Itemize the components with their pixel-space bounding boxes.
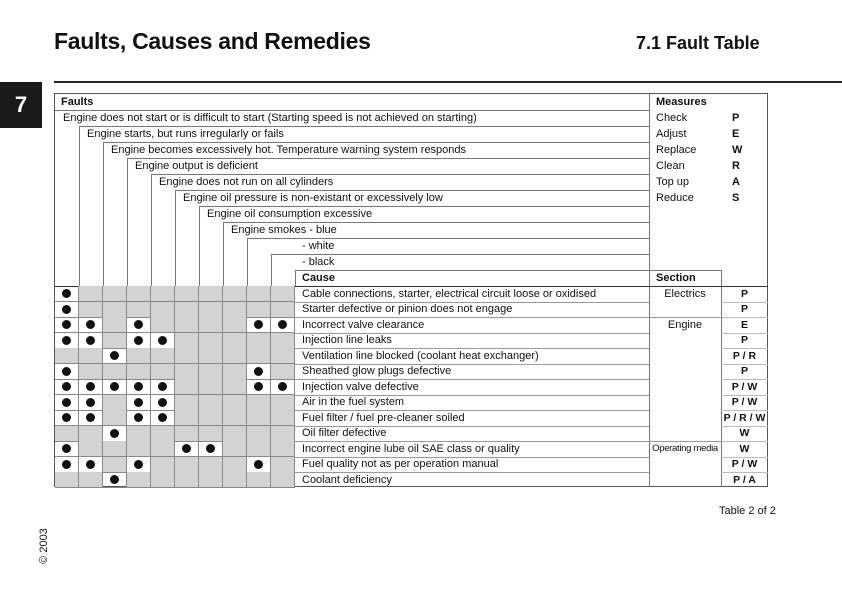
- empty-cell: [223, 426, 247, 442]
- dot-icon: [62, 320, 71, 329]
- dot-icon: [134, 398, 143, 407]
- fault-mark-cell: [79, 395, 103, 411]
- empty-cell: [247, 441, 271, 457]
- cause-text: Incorrect valve clearance: [302, 318, 425, 331]
- empty-cell: [199, 317, 223, 333]
- fault-label: Engine does not run on all cylinders: [159, 176, 334, 188]
- dot-icon: [254, 367, 263, 376]
- fault-mark-cell: [55, 379, 79, 395]
- dot-icon: [278, 320, 287, 329]
- empty-cell: [103, 364, 127, 380]
- empty-cell: [127, 364, 151, 380]
- empty-cell: [79, 302, 103, 318]
- measure-codes: W: [739, 442, 750, 455]
- dot-icon: [110, 382, 119, 391]
- fault-column-line: [247, 238, 248, 286]
- fault-mark-cell: [55, 333, 79, 349]
- empty-cell: [271, 286, 295, 302]
- cause-text: Oil filter defective: [302, 427, 387, 439]
- empty-cell: [151, 364, 175, 380]
- fault-label: Engine oil consumption excessive: [207, 208, 373, 220]
- empty-cell: [103, 302, 127, 318]
- measure-codes: P: [740, 334, 748, 346]
- dot-icon: [254, 382, 263, 391]
- cause-text: Injection valve defective: [302, 380, 419, 393]
- empty-cell: [127, 348, 151, 364]
- empty-cell: [103, 333, 127, 349]
- empty-cell: [199, 379, 223, 395]
- fault-mark-cell: [271, 379, 295, 395]
- dot-icon: [86, 398, 95, 407]
- empty-cell: [79, 426, 103, 442]
- table-note: Table 2 of 2: [719, 505, 776, 517]
- empty-cell: [175, 364, 199, 380]
- measure-label: Top up: [656, 176, 690, 188]
- fault-label: Engine becomes excessively hot. Temperature warning system responds: [111, 144, 467, 156]
- empty-cell: [223, 286, 247, 302]
- fault-mark-cell: [55, 302, 79, 318]
- header-rule: [54, 81, 842, 83]
- empty-cell: [127, 286, 151, 302]
- empty-cell: [79, 441, 103, 457]
- empty-cell: [151, 348, 175, 364]
- empty-cell: [127, 302, 151, 318]
- fault-table: [54, 93, 768, 487]
- empty-cell: [175, 333, 199, 349]
- dot-icon: [182, 444, 191, 453]
- fault-mark-cell: [127, 410, 151, 426]
- fault-column-line: [151, 174, 152, 286]
- empty-cell: [175, 286, 199, 302]
- empty-cell: [271, 426, 295, 442]
- cause-text: Fuel quality not as per operation manual: [302, 458, 499, 470]
- empty-cell: [247, 426, 271, 442]
- empty-cell: [271, 410, 295, 426]
- fault-mark-cell: [55, 395, 79, 411]
- fault-mark-cell: [79, 410, 103, 426]
- dot-icon: [62, 382, 71, 391]
- empty-cell: [103, 395, 127, 411]
- fault-mark-cell: [103, 348, 127, 364]
- empty-cell: [199, 457, 223, 473]
- empty-cell: [55, 426, 79, 442]
- fault-column-line: [103, 142, 104, 286]
- fault-mark-cell: [79, 317, 103, 333]
- empty-cell: [271, 333, 295, 349]
- empty-cell: [175, 426, 199, 442]
- empty-cell: [175, 472, 199, 488]
- fault-column-line: [79, 126, 80, 286]
- measure-codes: P / R: [732, 349, 757, 362]
- fault-mark-cell: [127, 379, 151, 395]
- fault-mark-cell: [199, 441, 223, 457]
- section-label: Electrics: [664, 287, 706, 300]
- dot-icon: [110, 475, 119, 484]
- fault-mark-cell: [79, 379, 103, 395]
- empty-cell: [223, 302, 247, 318]
- empty-cell: [151, 286, 175, 302]
- dot-icon: [134, 320, 143, 329]
- fault-mark-cell: [271, 317, 295, 333]
- fault-mark-cell: [151, 333, 175, 349]
- fault-label: Engine output is deficient: [135, 160, 258, 172]
- empty-cell: [199, 333, 223, 349]
- fault-mark-cell: [127, 317, 151, 333]
- measure-code: S: [732, 192, 740, 204]
- page-title: Faults, Causes and Remedies: [54, 28, 371, 54]
- dot-icon: [62, 460, 71, 469]
- fault-mark-cell: [127, 395, 151, 411]
- empty-cell: [55, 472, 79, 488]
- fault-column-line: [175, 190, 176, 286]
- empty-cell: [175, 410, 199, 426]
- fault-mark-cell: [79, 333, 103, 349]
- fault-label: Engine does not start or is difficult to start (Starting speed is not achieved on starting): [63, 112, 477, 124]
- empty-cell: [199, 410, 223, 426]
- dot-icon: [206, 444, 215, 453]
- dot-icon: [86, 382, 95, 391]
- measure-codes: P / W: [731, 396, 758, 408]
- empty-cell: [247, 302, 271, 318]
- fault-mark-cell: [151, 410, 175, 426]
- cause-text: Injection line leaks: [302, 334, 392, 346]
- measure-code: E: [732, 128, 740, 140]
- empty-cell: [223, 379, 247, 395]
- section-label: Engine: [667, 318, 703, 331]
- fault-mark-cell: [55, 286, 79, 302]
- measure-codes: W: [739, 427, 750, 439]
- dot-icon: [86, 413, 95, 422]
- empty-cell: [175, 348, 199, 364]
- dot-icon: [62, 336, 71, 345]
- fault-label: Engine starts, but runs irregularly or fails: [87, 128, 284, 140]
- empty-cell: [199, 348, 223, 364]
- empty-cell: [55, 348, 79, 364]
- measure-codes: P / W: [731, 458, 758, 470]
- fault-label: - black: [302, 256, 335, 268]
- empty-cell: [175, 395, 199, 411]
- cause-text: Air in the fuel system: [302, 396, 405, 408]
- fault-column-line: [199, 206, 200, 286]
- empty-cell: [271, 302, 295, 318]
- dot-icon: [158, 336, 167, 345]
- cause-text: Incorrect engine lube oil SAE class or quality: [302, 442, 520, 455]
- dot-icon: [158, 398, 167, 407]
- measure-codes: P: [740, 303, 748, 315]
- cause-heading: Cause: [302, 272, 336, 284]
- dot-icon: [254, 460, 263, 469]
- copyright: © 2003: [38, 528, 50, 564]
- empty-cell: [247, 395, 271, 411]
- dot-icon: [158, 382, 167, 391]
- empty-cell: [175, 457, 199, 473]
- fault-label: Engine oil pressure is non-existant or excessively low: [183, 192, 443, 204]
- faults-heading: Faults: [61, 96, 94, 108]
- dot-icon: [62, 444, 71, 453]
- empty-cell: [223, 348, 247, 364]
- empty-cell: [271, 441, 295, 457]
- fault-mark-cell: [247, 457, 271, 473]
- cause-text: Coolant deficiency: [302, 473, 392, 486]
- measure-label: Reduce: [656, 192, 694, 204]
- empty-cell: [223, 472, 247, 488]
- dot-icon: [158, 413, 167, 422]
- fault-mark-cell: [247, 317, 271, 333]
- empty-cell: [127, 441, 151, 457]
- empty-cell: [223, 317, 247, 333]
- empty-cell: [247, 333, 271, 349]
- fault-mark-cell: [151, 395, 175, 411]
- measure-codes: E: [740, 318, 748, 331]
- empty-cell: [223, 395, 247, 411]
- cause-text: Starter defective or pinion does not engage: [302, 303, 513, 315]
- dot-icon: [86, 336, 95, 345]
- fault-mark-cell: [151, 379, 175, 395]
- empty-cell: [175, 302, 199, 318]
- dot-icon: [62, 305, 71, 314]
- fault-label: Engine smokes - blue: [231, 224, 337, 236]
- empty-cell: [127, 426, 151, 442]
- fault-mark-cell: [55, 317, 79, 333]
- dot-icon: [62, 413, 71, 422]
- measure-codes: P / A: [733, 473, 756, 486]
- dot-icon: [62, 398, 71, 407]
- empty-cell: [247, 410, 271, 426]
- divider: [295, 270, 296, 286]
- fault-column-line: [127, 158, 128, 286]
- measure-label: Check: [656, 112, 688, 124]
- dot-icon: [278, 382, 287, 391]
- empty-cell: [199, 286, 223, 302]
- measure-label: Clean: [656, 160, 685, 172]
- empty-cell: [199, 364, 223, 380]
- section-heading: Section: [656, 272, 696, 284]
- empty-cell: [127, 472, 151, 488]
- dot-icon: [110, 351, 119, 360]
- empty-cell: [175, 379, 199, 395]
- dot-icon: [134, 413, 143, 422]
- fault-mark-cell: [127, 457, 151, 473]
- chapter-tab: 7: [0, 82, 42, 128]
- empty-cell: [247, 472, 271, 488]
- fault-mark-cell: [55, 364, 79, 380]
- empty-cell: [247, 348, 271, 364]
- empty-cell: [151, 302, 175, 318]
- fault-mark-cell: [247, 364, 271, 380]
- measure-label: Adjust: [656, 128, 687, 140]
- empty-cell: [271, 348, 295, 364]
- dot-icon: [86, 320, 95, 329]
- empty-cell: [271, 472, 295, 488]
- empty-cell: [199, 395, 223, 411]
- empty-cell: [79, 472, 103, 488]
- empty-cell: [103, 457, 127, 473]
- dot-icon: [62, 289, 71, 298]
- fault-mark-cell: [55, 441, 79, 457]
- empty-cell: [271, 457, 295, 473]
- measure-label: Replace: [656, 144, 697, 156]
- empty-cell: [175, 317, 199, 333]
- empty-cell: [223, 457, 247, 473]
- measure-codes: P: [740, 287, 748, 300]
- empty-cell: [151, 317, 175, 333]
- empty-cell: [271, 395, 295, 411]
- dot-icon: [62, 367, 71, 376]
- section-label: Operating media: [652, 442, 718, 454]
- empty-cell: [151, 441, 175, 457]
- cause-text: Ventilation line blocked (coolant heat exchanger): [302, 349, 539, 362]
- dot-icon: [110, 429, 119, 438]
- measure-code: W: [732, 144, 743, 156]
- fault-mark-cell: [175, 441, 199, 457]
- fault-mark-cell: [103, 472, 127, 488]
- empty-cell: [199, 426, 223, 442]
- empty-cell: [103, 441, 127, 457]
- measure-code: P: [732, 112, 740, 124]
- dot-icon: [134, 460, 143, 469]
- fault-mark-cell: [55, 410, 79, 426]
- dot-icon: [86, 460, 95, 469]
- empty-cell: [223, 333, 247, 349]
- fault-column-line: [271, 254, 272, 286]
- empty-cell: [79, 348, 103, 364]
- cause-text: Sheathed glow plugs defective: [302, 365, 452, 377]
- empty-cell: [151, 457, 175, 473]
- empty-cell: [199, 302, 223, 318]
- measures-heading: Measures: [656, 96, 707, 108]
- fault-mark-cell: [103, 426, 127, 442]
- measure-code: R: [732, 160, 740, 172]
- fault-column-line: [223, 222, 224, 286]
- dot-icon: [134, 382, 143, 391]
- dot-icon: [254, 320, 263, 329]
- empty-cell: [247, 286, 271, 302]
- fault-mark-cell: [79, 457, 103, 473]
- measure-codes: P: [740, 365, 748, 377]
- empty-cell: [79, 364, 103, 380]
- empty-cell: [103, 286, 127, 302]
- fault-mark-cell: [127, 333, 151, 349]
- fault-mark-cell: [103, 379, 127, 395]
- empty-cell: [151, 472, 175, 488]
- fault-mark-cell: [247, 379, 271, 395]
- empty-cell: [151, 426, 175, 442]
- section-title: 7.1 Fault Table: [636, 33, 760, 53]
- cause-text: Cable connections, starter, electrical circuit loose or oxidised: [302, 287, 597, 300]
- empty-cell: [223, 364, 247, 380]
- empty-cell: [103, 410, 127, 426]
- empty-cell: [271, 364, 295, 380]
- dot-icon: [134, 336, 143, 345]
- measure-codes: P / R / W: [723, 411, 766, 424]
- fault-label: - white: [302, 240, 335, 252]
- empty-cell: [199, 472, 223, 488]
- cause-text: Fuel filter / fuel pre-cleaner soiled: [302, 411, 465, 424]
- empty-cell: [103, 317, 127, 333]
- measure-codes: P / W: [731, 380, 758, 393]
- empty-cell: [223, 410, 247, 426]
- empty-cell: [223, 441, 247, 457]
- empty-cell: [79, 286, 103, 302]
- fault-mark-cell: [55, 457, 79, 473]
- measure-code: A: [732, 176, 740, 188]
